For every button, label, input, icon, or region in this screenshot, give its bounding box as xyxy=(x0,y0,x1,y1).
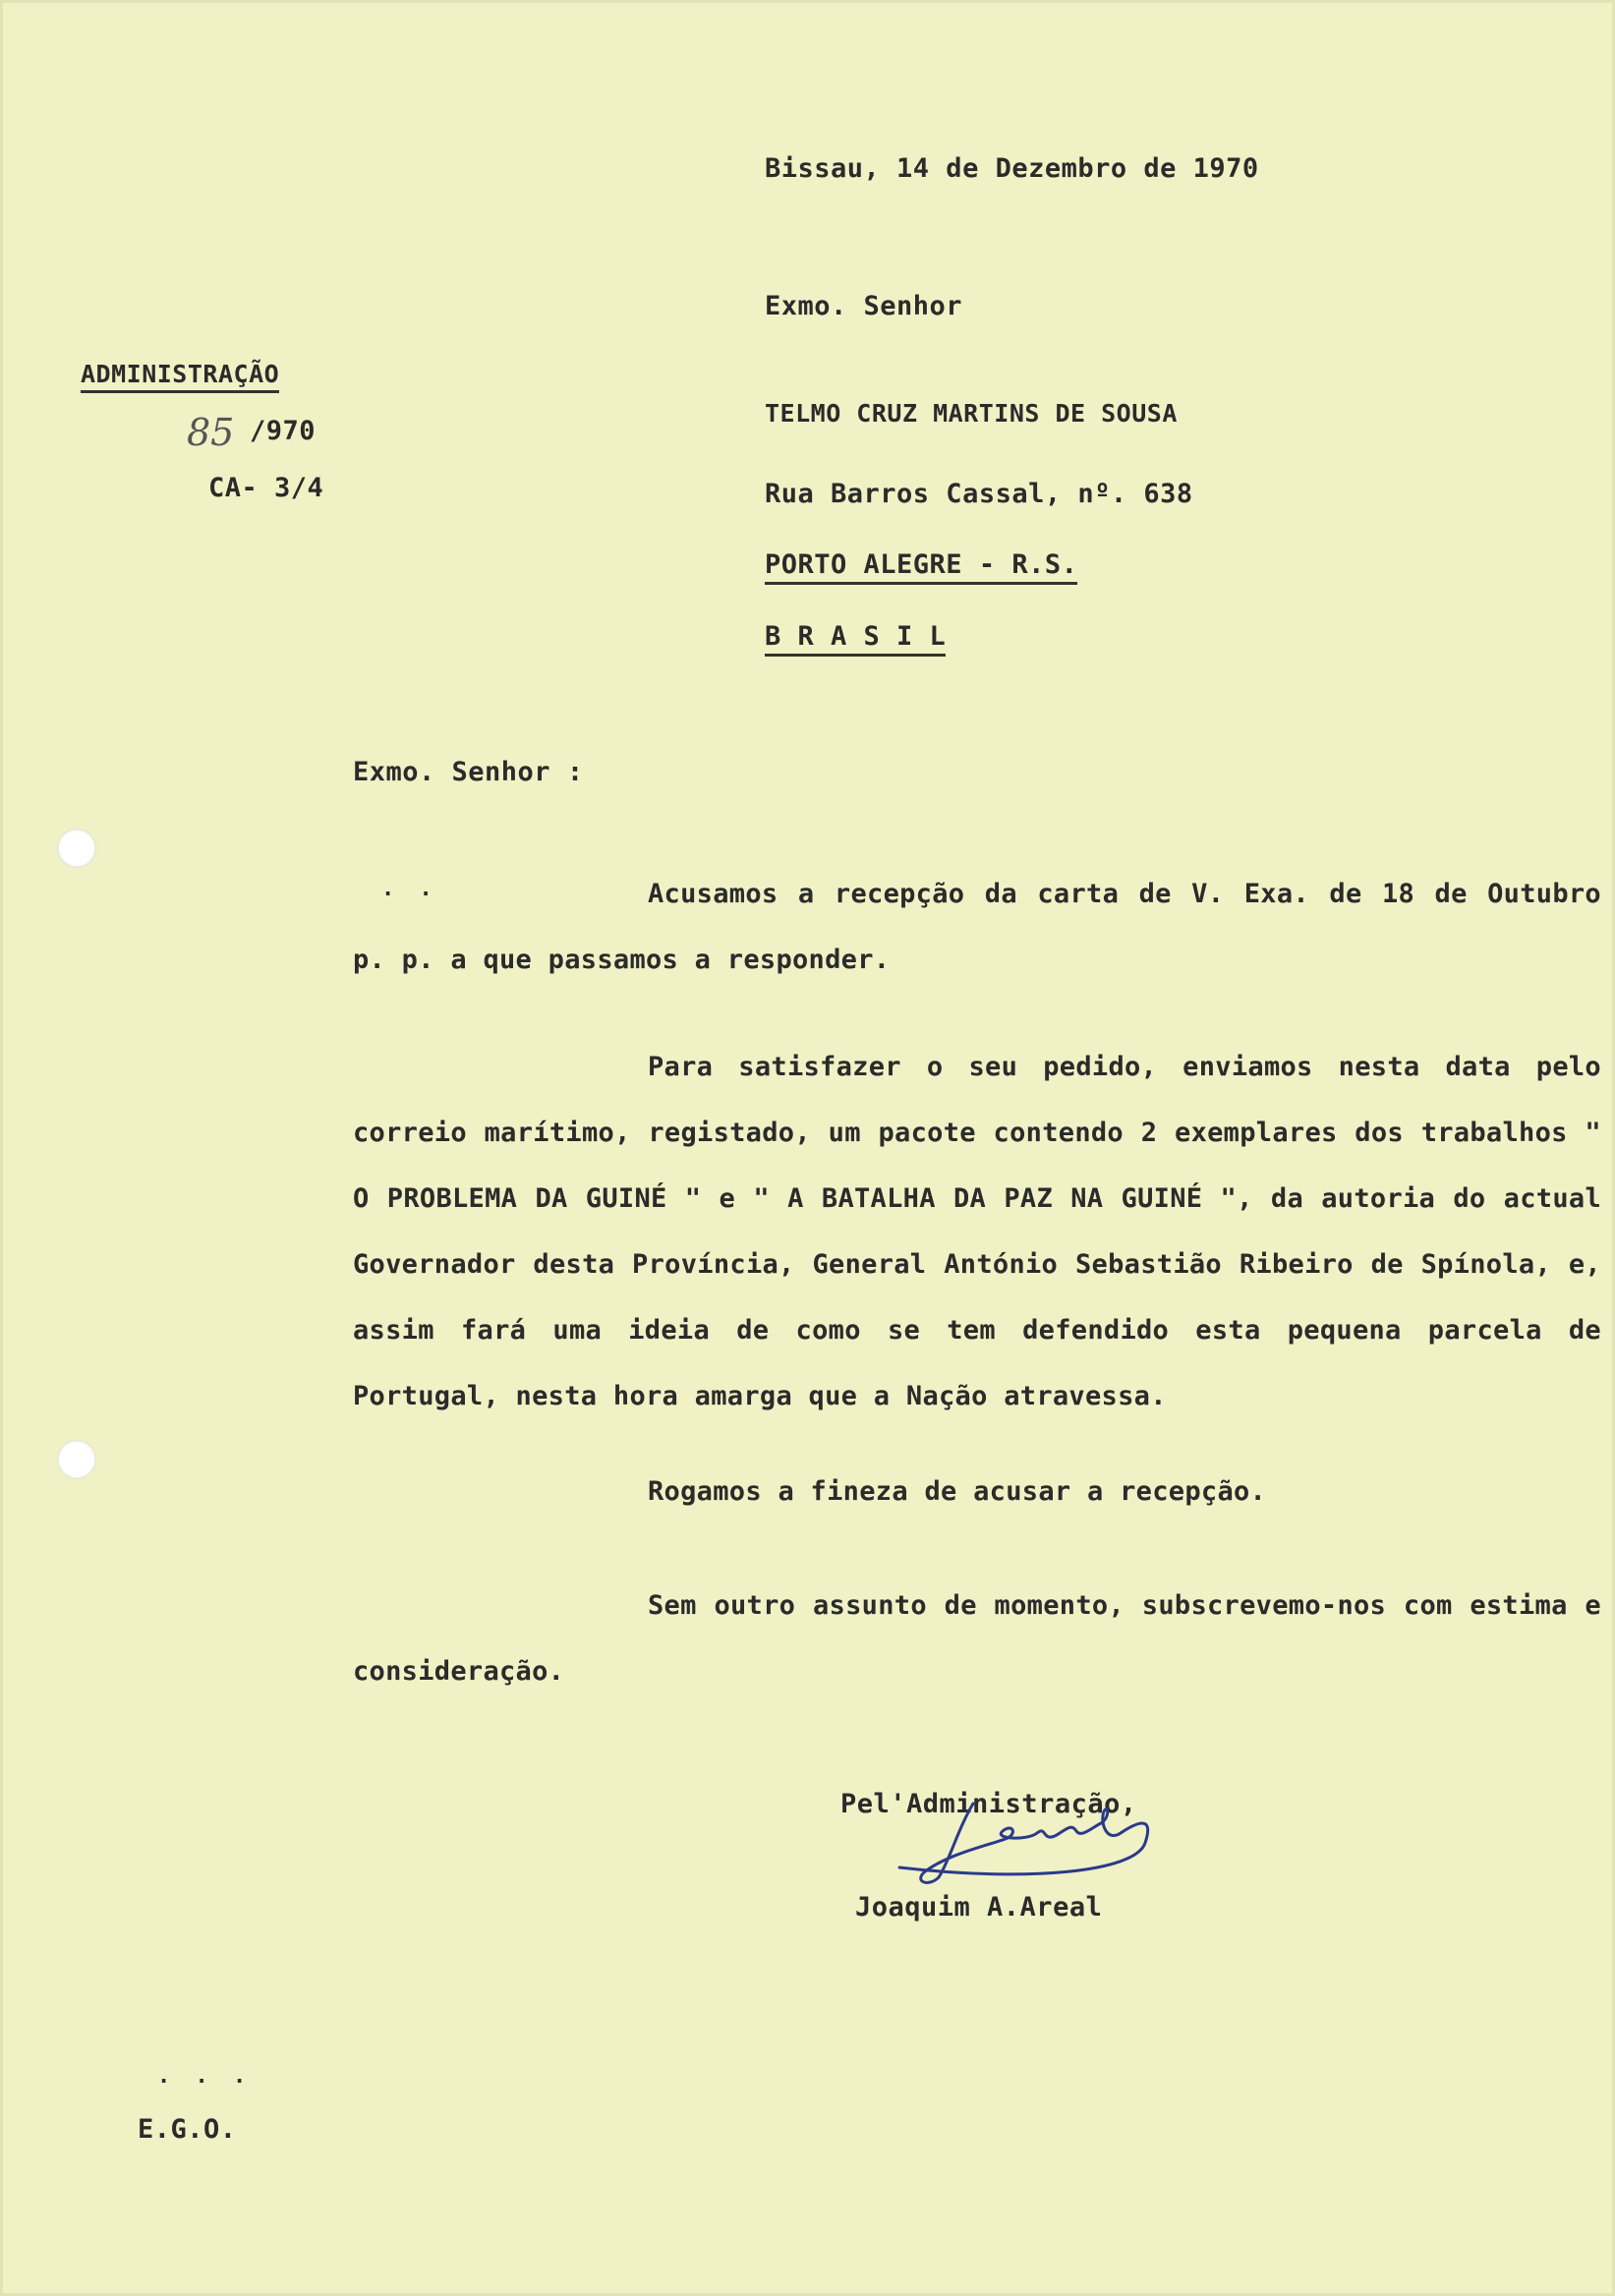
recipient-name: TELMO CRUZ MARTINS DE SOUSA xyxy=(765,399,1178,428)
recipient-street: Rua Barros Cassal, nº. 638 xyxy=(765,479,1193,509)
recipient-country: B R A S I L xyxy=(765,623,946,657)
paragraph-2: Para satisfazer o seu pedido, enviamos nesta data pelo correio marítimo, registado, um pacote contendo 2 exemplares dos trabalhos " O PROBLEMA DA GUINÉ " e " A BATALHA DA PAZ NA GUINÉ ", da autoria do actual Governador desta Província, General António Sebastião Ribeiro de Spínola, e, assim fará uma ideia de como se tem defendido esta pequena parcela de Portugal, nesta hora amarga que a Nação atravessa. xyxy=(353,1052,1601,1411)
closing: Pel'Administração, xyxy=(840,1789,1137,1819)
department-heading: ADMINISTRAÇÃO xyxy=(81,362,279,393)
footer-initials: E.G.O. xyxy=(138,2114,237,2145)
paragraph-4: Sem outro assunto de momento, subscrevemo-nos com estima e consideração. xyxy=(353,1590,1601,1687)
recipient-city: PORTO ALEGRE - R.S. xyxy=(765,551,1077,585)
paragraph-3: Rogamos a fineza de acusar a recepção. xyxy=(648,1476,1267,1507)
signature xyxy=(880,1784,1165,1892)
reference-number-typed: /970 xyxy=(250,416,317,446)
footer-dots: · · · xyxy=(157,2070,253,2095)
salutation-top: Exmo. Senhor xyxy=(765,291,963,321)
date-line: Bissau, 14 de Dezembro de 1970 xyxy=(765,153,1259,184)
punch-hole-bottom xyxy=(57,1440,96,1479)
reference-number-handwritten: 85 xyxy=(187,411,235,454)
greeting: Exmo. Senhor : xyxy=(353,757,584,787)
reference-number xyxy=(187,411,317,454)
signatory: Joaquim A.Areal xyxy=(855,1892,1103,1923)
punch-hole-top xyxy=(57,829,96,868)
reference-code: CA- 3/4 xyxy=(208,473,324,503)
paragraph-1: Acusamos a recepção da carta de V. Exa. de 18 de Outubro p. p. a que passamos a responder. xyxy=(353,879,1601,975)
margin-dots: · · xyxy=(381,883,438,907)
